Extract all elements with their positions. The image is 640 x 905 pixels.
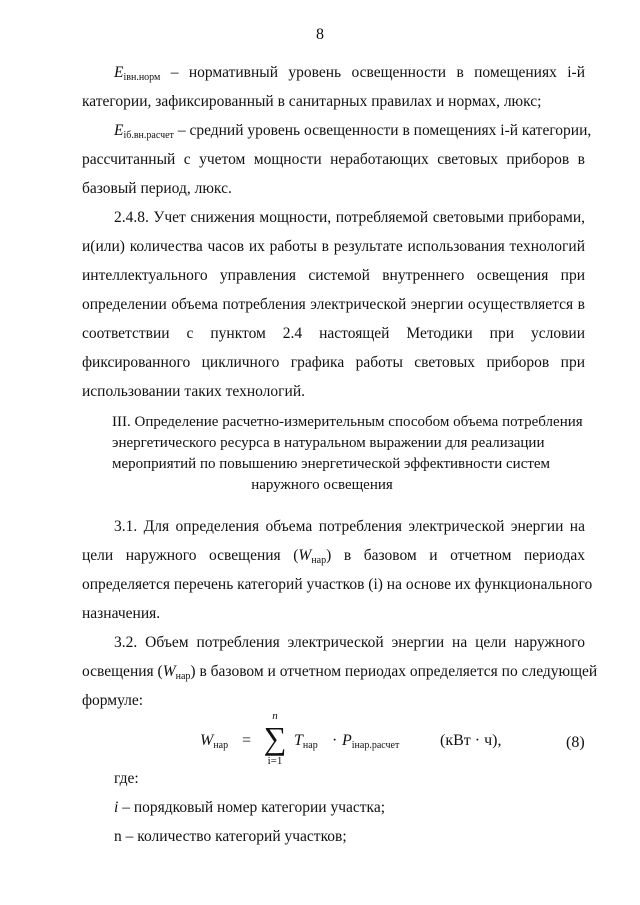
text-line: назначения. <box>82 605 161 622</box>
text-line: интеллектуального управления системой внутреннего освещения при <box>82 267 585 284</box>
text-line: и(или) количества часов их работы в результате использования технологий <box>82 238 585 255</box>
text-line: категории, зафиксированный в санитарных правилах и нормах, люкс; <box>82 93 542 110</box>
text-fragment: ) в базовом и отчетном периодах определяется по следующей <box>190 663 598 680</box>
paragraph-2-4-8: 2.4.8. Учет снижения мощности, потребляемой световыми приборами, <box>114 209 585 226</box>
sum-lower-limit: i=1 <box>267 755 283 767</box>
formula-unit: (кВт · ч), <box>440 732 502 749</box>
text-line <box>82 547 585 566</box>
var-e-sub: iвн.норм <box>123 72 161 83</box>
text-line: рассчитанный с учетом мощности неработающих световых приборов в <box>82 151 585 168</box>
text-fragment: цели наружного освещения ( <box>82 547 299 564</box>
formula-var-w: W <box>200 732 214 749</box>
section-heading-line: наружного освещения <box>251 477 393 493</box>
formula-dot: · <box>332 732 338 749</box>
formula-var-w-sub: нар <box>213 740 229 751</box>
formula-var-t-sub: нар <box>302 740 318 751</box>
text-line: формуле: <box>82 692 144 709</box>
section-heading-line: энергетического ресурса в натуральном выражении для реализации <box>112 435 545 451</box>
paragraph-3-1: 3.1. Для определения объема потребления электрической энергии на <box>114 518 585 535</box>
formula-var-p-sub: iнар.расчет <box>351 740 400 751</box>
formula-p <box>342 732 399 751</box>
var-w: W <box>162 663 176 680</box>
sum-upper-var: n <box>272 710 278 722</box>
var-e-sub: iб.вн.расчет <box>123 130 174 141</box>
definition-n: n – количество категорий участков; <box>114 828 347 845</box>
formula-8 <box>200 712 530 772</box>
section-heading-line: III. Определение расчетно-измерительным способом объема потребления <box>112 414 583 430</box>
section-heading-line: мероприятий по повышению энергетической эффективности систем <box>112 456 551 472</box>
formula-equals: = <box>242 732 252 749</box>
definition-e-norm <box>114 64 585 83</box>
definition-text: – порядковый номер категории участка; <box>118 799 386 816</box>
text-line: соответствии с пунктом 2.4 настоящей Методики при условии <box>82 325 585 342</box>
var-w: W <box>298 547 312 564</box>
text-line: базовый период, люкс. <box>82 180 232 197</box>
definition-text: – нормативный уровень освещенности в помещениях i-й <box>160 64 585 81</box>
var-w-sub: нар <box>311 555 327 566</box>
formula-var-t: T <box>294 732 303 749</box>
text-line: фиксированного цикличного графика работы световых приборов при <box>82 354 585 371</box>
var-e: E <box>114 122 124 139</box>
formula-lhs <box>200 732 228 751</box>
equation-number: (8) <box>566 734 585 751</box>
text-line: определении объема потребления электрической энергии осуществляется в <box>82 296 585 313</box>
definition-e-calc <box>114 122 592 141</box>
text-line: определяется перечень категорий участков (i) на основе их функционального <box>82 576 593 593</box>
page-number: 8 <box>316 26 324 43</box>
sum-sign: ∑ <box>263 720 287 756</box>
text-fragment: ) в базовом и отчетном периодах <box>326 547 586 564</box>
var-e: E <box>114 64 124 81</box>
text-line <box>82 663 598 682</box>
formula-var-p: P <box>342 732 352 749</box>
where-label: где: <box>114 770 139 787</box>
text-line: использовании таких технологий. <box>82 383 305 400</box>
var-i: i <box>114 799 119 816</box>
formula-t <box>294 732 318 751</box>
var-w-sub: нар <box>175 671 191 682</box>
definition-i <box>114 799 585 817</box>
text-fragment: освещения ( <box>82 663 163 680</box>
definition-text: – средний уровень освещенности в помещениях i-й категории, <box>173 122 592 139</box>
paragraph-3-2: 3.2. Объем потребления электрической энергии на цели наружного <box>114 634 585 651</box>
